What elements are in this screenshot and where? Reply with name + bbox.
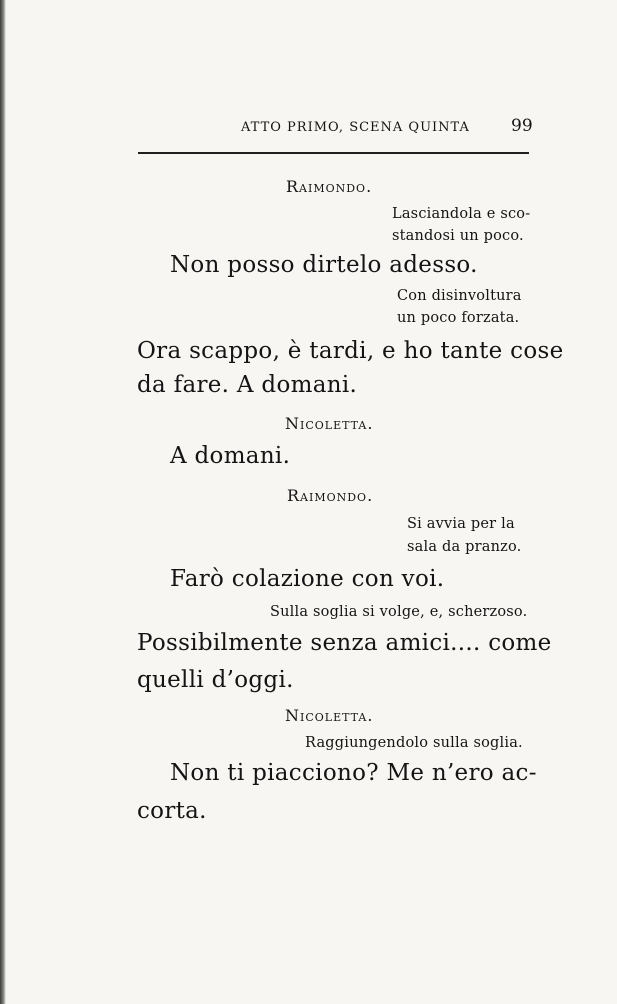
dialogue-line: Non posso dirtelo adesso. [170, 252, 478, 278]
dialogue-line: da fare. A domani. [137, 372, 358, 398]
dialogue-line: quelli d’oggi. [137, 667, 294, 693]
dialogue-line: Possibilmente senza amici.... come [137, 630, 552, 656]
dialogue-line: corta. [137, 798, 207, 824]
speaker-name: Nicoletta. [285, 706, 374, 725]
dialogue-line: Farò colazione con voi. [170, 566, 445, 592]
page-number: 99 [511, 116, 533, 136]
header-rule [138, 152, 529, 154]
stage-direction: Lasciandola e sco- [392, 206, 531, 222]
speaker-name: Raimondo. [287, 486, 374, 505]
dialogue-line: Ora scappo, è tardi, e ho tante cose [137, 338, 564, 364]
page-binding-edge [0, 0, 6, 1004]
dialogue-line: Non ti piacciono? Me n’ero ac- [170, 760, 537, 786]
running-header: ATTO PRIMO, SCENA QUINTA [241, 120, 470, 135]
speaker-name: Raimondo. [286, 177, 373, 196]
stage-direction: standosi un poco. [392, 228, 524, 244]
stage-direction: Si avvia per la [407, 516, 515, 532]
stage-direction: sala da pranzo. [407, 539, 522, 555]
stage-direction: un poco forzata. [397, 310, 520, 326]
stage-direction: Raggiungendolo sulla soglia. [305, 735, 523, 751]
dialogue-line: A domani. [170, 443, 291, 469]
stage-direction: Sulla soglia si volge, e, scherzoso. [270, 604, 528, 620]
stage-direction: Con disinvoltura [397, 288, 522, 304]
speaker-name: Nicoletta. [285, 414, 374, 433]
